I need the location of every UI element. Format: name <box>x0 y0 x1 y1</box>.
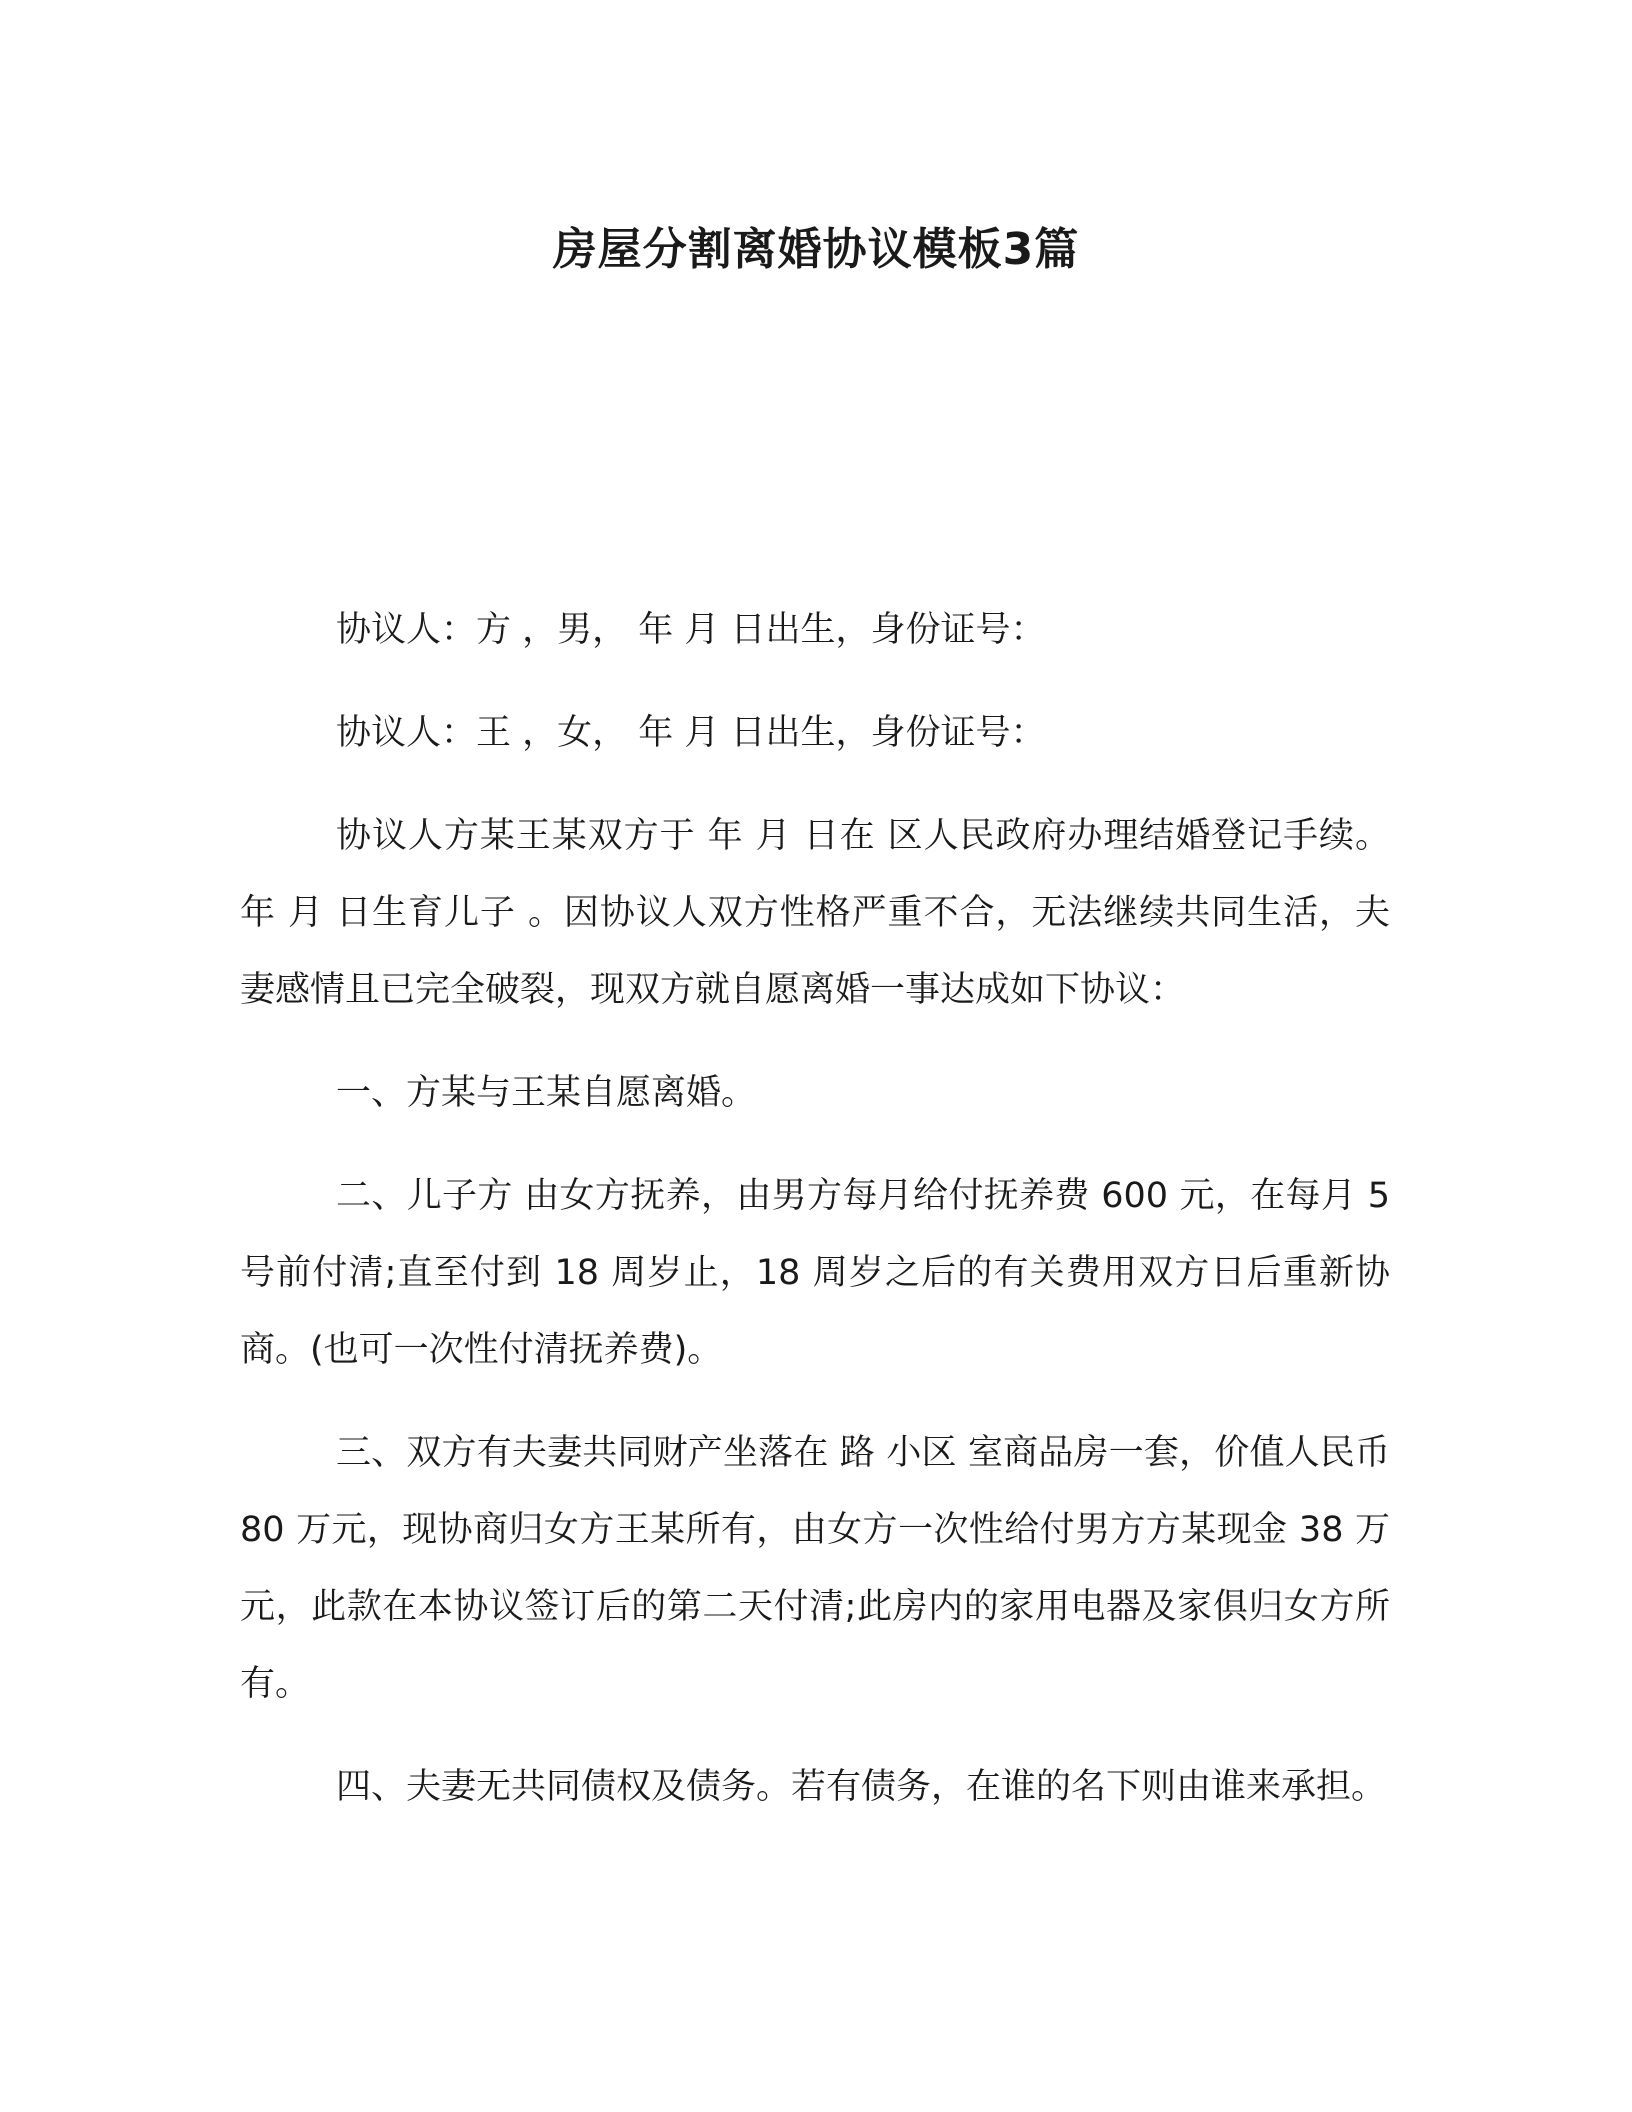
clause-2-paragraph: 二、儿子方 由女方抚养，由男方每月给付抚养费 600 元，在每月 5 号前付清;直至付到 18 周岁止，18 周岁之后的有关费用双方日后重新协商。(也可一次性付清抚养费)。 <box>240 1176 1390 1370</box>
clause-4-paragraph: 四、夫妻无共同债权及债务。若有债务，在谁的名下则由谁来承担。 <box>336 1767 1387 1807</box>
party-woman-paragraph: 协议人：王 ，女， 年 月 日出生，身份证号： <box>336 713 1046 753</box>
document-body <box>240 592 1390 1852</box>
preamble-paragraph: 协议人方某王某双方于 年 月 日在 区人民政府办理结婚登记手续。年 月 日生育儿子 。因协议人双方性格严重不合，无法继续共同生活，夫妻感情且已完全破裂，现双方就自愿离婚一事达成如下协议： <box>240 816 1390 1010</box>
clause-1-paragraph: 一、方某与王某自愿离婚。 <box>336 1073 757 1113</box>
document-title: 房屋分割离婚协议模板3篇 <box>552 224 1080 275</box>
party-man-paragraph: 协议人：方 ，男， 年 月 日出生，身份证号： <box>336 610 1046 650</box>
clause-3-paragraph: 三、双方有夫妻共同财产坐落在 路 小区 室商品房一套，价值人民币 80 万元，现协商归女方王某所有，由女方一次性给付男方方某现金 38 万元，此款在本协议签订后的第二天付清;此房内的家用电器及家俱归女方所有。 <box>240 1433 1390 1704</box>
